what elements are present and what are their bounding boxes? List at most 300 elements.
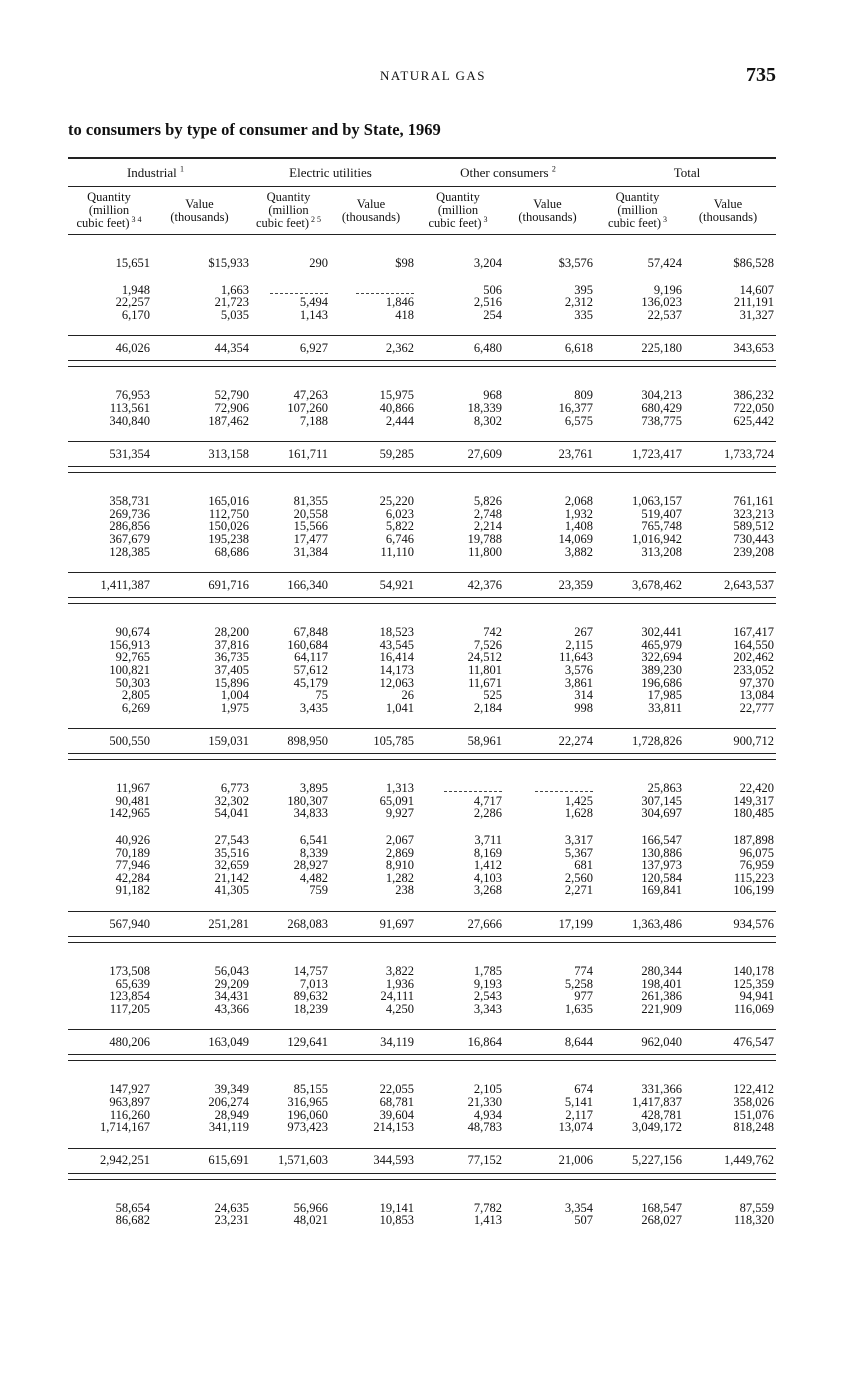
table-row [68,533,776,546]
table-cell: 22,055 [379,1082,414,1097]
table-cell: 16,414 [379,650,414,665]
table-cell: 92,765 [115,650,150,665]
table-cell: 15,651 [115,256,150,270]
table-cell: 56,043 [214,964,249,979]
table-cell: 21,142 [214,870,249,885]
table-cell: 59,285 [379,446,414,461]
table-cell: 130,886 [641,845,682,860]
table-cell: 22,777 [739,700,774,715]
table-cell: 418 [395,307,414,322]
table-cell: 1,063,157 [632,494,682,509]
table-cell: 128,385 [109,544,150,559]
group-total: Total [673,164,701,180]
table-cell [502,782,593,795]
table-cell: 4,482 [299,870,328,885]
table-row [68,689,776,702]
table-row [68,415,776,428]
table-cell: 2,643,537 [724,577,774,592]
table-cell: 37,816 [214,637,249,652]
table-cell: 2,543 [473,989,502,1004]
table-cell: 323,213 [733,506,774,521]
table-row [68,257,776,270]
table-cell: 23,761 [558,446,593,461]
table-cell: 21,330 [467,1095,502,1109]
table-cell: 1,417,837 [632,1095,682,1109]
gas-consumption-table [68,157,776,1227]
table-cell: 280,344 [641,964,682,979]
table-cell: 26 [401,688,414,703]
table-cell: 45,179 [293,675,328,690]
table-cell: 142,965 [109,806,150,821]
table-cell: 738,775 [641,413,682,428]
table-cell: 268,083 [287,916,328,931]
table-cell: 196,686 [641,675,682,690]
running-head: NATURAL GAS [380,68,486,83]
table-cell: 2,805 [121,688,150,703]
table-cell: 15,566 [293,519,328,534]
table-cell: 24,635 [214,1200,249,1215]
table-cell: 8,339 [299,845,328,860]
table-row [68,807,776,820]
table-cell: 1,932 [564,506,593,521]
table-cell: 57,424 [647,256,682,270]
table-cell: 81,355 [293,494,328,509]
table-cell: 14,757 [293,964,328,979]
table-cell: 389,230 [641,662,682,677]
table-cell: 48,783 [467,1120,502,1135]
table-cell: 344,593 [373,1153,414,1168]
table-cell: 1,728,826 [632,733,682,748]
table-cell: 75 [315,688,328,703]
table-cell: 67,848 [293,625,328,640]
table-cell: 4,250 [385,1001,414,1016]
table-title: to consumers by type of consumer and by State, 1969 [68,120,441,139]
table-cell: 167,417 [733,625,774,640]
table-row [68,1214,776,1227]
table-cell: 331,366 [641,1082,682,1097]
table-cell: 2,362 [385,340,414,355]
table-cell: 16,377 [558,400,593,415]
table-cell: 196,060 [287,1107,328,1122]
empty-value-dash [444,784,502,792]
table-cell: 680,429 [641,400,682,415]
table-cell: 7,782 [473,1200,502,1215]
table-cell: 358,026 [733,1095,774,1109]
table-cell: 68,781 [379,1095,414,1109]
table-cell: $86,528 [733,256,774,270]
table-cell: 268,027 [641,1213,682,1228]
table-row [68,309,776,322]
table-cell: 1,846 [385,295,414,310]
table-cell: 2,312 [564,295,593,310]
table-cell: 34,119 [380,1034,414,1049]
table-cell: 233,052 [733,662,774,677]
table-cell: 6,746 [385,531,414,546]
table-cell: 3,343 [473,1001,502,1016]
table-cell: 761,161 [733,494,774,509]
table-cell: $3,576 [558,256,593,270]
group-spacer [68,897,776,911]
table-cell: 2,115 [565,637,593,652]
table-cell: 335 [574,307,593,322]
table-row [68,782,776,795]
table-cell: 386,232 [733,388,774,403]
group-other-consumers: Other consumers $^2$ [460,164,556,180]
table-cell: 730,443 [733,531,774,546]
table-cell: 7,526 [473,637,502,652]
table-cell: 313,208 [641,544,682,559]
table-cell: 90,481 [115,793,150,808]
table-cell: 809 [574,388,593,403]
table-cell: 18,339 [467,400,502,415]
table-row [68,859,776,872]
table-cell: 40,866 [379,400,414,415]
table-cell: 87,559 [739,1200,774,1215]
table-cell: 11,643 [559,650,593,665]
table-cell: 42,376 [467,577,502,592]
section-double-rule [68,753,776,760]
table-cell: 7,013 [299,976,328,991]
table-cell: 1,571,603 [278,1153,328,1168]
table-cell: 2,560 [564,870,593,885]
column-header-row [68,187,776,234]
column-header: Value (thousands) [170,196,229,224]
table-cell: 173,508 [109,964,150,979]
table-cell: 42,284 [115,870,150,885]
table-cell: 164,550 [733,637,774,652]
table-cell: 480,206 [109,1034,150,1049]
table-cell: 116,260 [109,1107,150,1122]
table-cell: 27,609 [467,446,502,461]
table-cell: 4,103 [473,870,502,885]
table-cell: 5,035 [220,307,249,322]
table-cell: 163,049 [208,1034,249,1049]
table-cell: 161,711 [287,446,328,461]
table-cell: 24,111 [380,989,414,1004]
column-header: Quantity (million cubic feet) $^{3 4}$ [76,190,142,230]
table-cell: 5,367 [564,845,593,860]
table-cell: 90,674 [115,625,150,640]
table-cell: 29,209 [214,976,249,991]
table-cell: 28,200 [214,625,249,640]
table-cell: 2,748 [473,506,502,521]
table-cell: 25,220 [379,494,414,509]
table-cell: 221,909 [641,1001,682,1016]
table-cell: 89,632 [293,989,328,1004]
table-cell: 140,178 [733,964,774,979]
table-cell: 11,110 [380,544,414,559]
table-cell: 24,512 [467,650,502,665]
table-cell: 159,031 [208,733,249,748]
table-cell: 136,023 [641,295,682,310]
table-cell: 27,666 [467,916,502,931]
table-cell: 17,477 [293,531,328,546]
table-cell: 3,861 [564,675,593,690]
subtotal-row [68,912,776,936]
section-spacer [68,473,776,495]
table-cell: 5,258 [564,976,593,991]
table-cell: 6,269 [121,700,150,715]
table-cell: 57,612 [293,662,328,677]
table-cell: 58,654 [115,1200,150,1215]
table-cell: 239,208 [733,544,774,559]
table-cell: 149,317 [733,793,774,808]
table-cell: 2,516 [473,295,502,310]
table-cell: 118,320 [733,1213,774,1228]
table-cell: 316,965 [287,1095,328,1109]
table-cell: 85,155 [293,1082,328,1097]
table-cell: 1,041 [385,700,414,715]
table-cell: 1,411,387 [100,577,150,592]
table-cell: 5,822 [385,519,414,534]
empty-value-dash [356,286,414,294]
table-cell: 91,697 [379,916,414,931]
table-cell: 11,967 [116,781,150,796]
table-row [68,834,776,847]
table-cell: 112,750 [208,506,249,521]
table-cell: 1,723,417 [632,446,682,461]
table-cell: 44,354 [214,340,249,355]
table-cell: 22,257 [115,295,150,310]
group-spacer [68,1015,776,1029]
table-cell: 36,735 [214,650,249,665]
table-cell: 70,189 [115,845,150,860]
table-cell: 28,927 [293,858,328,873]
table-row [68,702,776,715]
table-cell: 367,679 [109,531,150,546]
table-cell: 187,462 [208,413,249,428]
table-cell: 18,239 [293,1001,328,1016]
table-cell: 11,800 [468,544,502,559]
table-cell: 11,671 [468,675,502,690]
table-cell: 187,898 [733,833,774,848]
group-spacer [68,714,776,728]
table-cell: 1,628 [564,806,593,821]
table-cell: 19,141 [379,1200,414,1215]
table-cell: 6,575 [564,413,593,428]
table-cell: 47,263 [293,388,328,403]
table-cell: 125,359 [733,976,774,991]
table-cell: 65,639 [115,976,150,991]
table-row [68,1003,776,1016]
table-row [68,626,776,639]
group-spacer [68,1134,776,1148]
table-cell: 519,407 [641,506,682,521]
table-cell: 691,716 [208,577,249,592]
table-cell: 1,948 [121,282,150,297]
table-cell: 2,214 [473,519,502,534]
table-cell: 567,940 [109,916,150,931]
table-cell: 261,386 [641,989,682,1004]
table-cell: 23,231 [214,1213,249,1228]
table-cell: 2,184 [473,700,502,715]
table-cell: 40,926 [115,833,150,848]
subtotal-row [68,336,776,360]
subtotal-row [68,442,776,466]
table-cell: 5,826 [473,494,502,509]
table-cell: 3,317 [564,833,593,848]
table-cell: 8,644 [564,1034,593,1049]
subtotal-row [68,1149,776,1173]
table-cell: 1,714,167 [100,1120,150,1135]
table-cell: 100,821 [109,662,150,677]
table-cell: 123,854 [109,989,150,1004]
table-cell: 39,604 [379,1107,414,1122]
table-cell: 962,040 [641,1034,682,1049]
table-cell: 23,359 [558,577,593,592]
table-row [68,495,776,508]
table-row [68,884,776,897]
table-cell: 1,004 [220,688,249,703]
table-cell: 3,895 [299,781,328,796]
table-cell: 1,425 [564,793,593,808]
table-cell: 113,561 [109,400,150,415]
table-cell: 2,444 [385,413,414,428]
group-industrial: Industrial $^1$ [126,164,185,180]
table-cell: 91,182 [115,883,150,898]
table-cell: 16,864 [467,1034,502,1049]
table-cell: 818,248 [733,1120,774,1135]
table-cell: 137,973 [641,858,682,873]
table-cell: 1,449,762 [724,1153,774,1168]
table-cell: 2,067 [385,833,414,848]
table-cell: 58,961 [467,733,502,748]
table-cell: 1,363,486 [632,916,682,931]
table-cell: 465,979 [641,637,682,652]
table-cell: 722,050 [733,400,774,415]
table-row [68,1096,776,1109]
section-double-rule [68,466,776,473]
table-cell: 476,547 [733,1034,774,1049]
table-cell: 116,069 [733,1001,774,1016]
table-cell: 3,711 [474,833,502,848]
table-cell: 238 [395,883,414,898]
table-cell: 52,790 [214,388,249,403]
table-cell: 211,191 [733,295,774,310]
section-spacer [68,235,776,257]
table-cell: 34,833 [293,806,328,821]
table-row [68,546,776,559]
group-electric-utilities: Electric utilities [289,164,372,180]
table-cell: 6,170 [121,307,150,322]
table-cell: 14,607 [739,282,774,297]
group-spacer [68,270,776,284]
table-cell: 9,193 [473,976,502,991]
table-cell: 77,946 [115,858,150,873]
table-cell: 180,307 [287,793,328,808]
table-cell: 32,302 [214,793,249,808]
table-cell: 4,934 [473,1107,502,1122]
table-cell: 195,238 [208,531,249,546]
table-cell: 64,117 [294,650,328,665]
table-cell: 674 [574,1082,593,1097]
table-cell: 9,196 [653,282,682,297]
table-cell: 3,354 [564,1200,593,1215]
table-cell: 39,349 [214,1082,249,1097]
table-cell: 105,785 [373,733,414,748]
table-cell: 14,069 [558,531,593,546]
table-cell: 27,543 [214,833,249,848]
table-cell: 14,173 [379,662,414,677]
column-header: Quantity (million cubic feet) $^3$ [607,190,668,230]
empty-value-dash [270,286,328,294]
page-number: 735 [746,64,776,86]
section-double-rule [68,936,776,943]
table-cell: 147,927 [109,1082,150,1097]
table-cell: 37,405 [214,662,249,677]
table-cell: 3,822 [385,964,414,979]
table-cell: 1,733,724 [724,446,774,461]
table-cell: 358,731 [109,494,150,509]
table-cell: 2,117 [565,1107,593,1122]
table-cell: 122,412 [733,1082,774,1097]
column-header: Quantity (million cubic feet) $^{2 5}$ [255,190,322,230]
table-cell: 106,199 [733,883,774,898]
table-cell: 307,145 [641,793,682,808]
table-cell: 3,882 [564,544,593,559]
table-cell: 31,327 [739,307,774,322]
table-cell: 214,153 [373,1120,414,1135]
table-body [68,235,776,1227]
table-cell: 8,302 [473,413,502,428]
table-cell: 77,152 [467,1153,502,1168]
table-cell: 3,678,462 [632,577,682,592]
table-cell: 15,896 [214,675,249,690]
table-cell: 15,975 [379,388,414,403]
table-cell: 1,413 [473,1213,502,1228]
table-cell: 506 [483,282,502,297]
table-cell: 507 [574,1213,593,1228]
table-cell: 31,384 [293,544,328,559]
table-cell: 2,869 [385,845,414,860]
table-cell: 117,205 [109,1001,150,1016]
table-cell: $98 [395,256,414,270]
table-cell: 43,366 [214,1001,249,1016]
table-cell [414,782,502,795]
section-double-rule [68,1173,776,1180]
table-cell: 72,906 [214,400,249,415]
table-cell: 1,143 [299,307,328,322]
table-cell: 1,785 [473,964,502,979]
table-cell: 19,788 [467,531,502,546]
section-spacer [68,1180,776,1202]
table-cell: 254 [483,307,502,322]
table-cell: 500,550 [109,733,150,748]
table-cell: 900,712 [733,733,774,748]
table-cell: 1,412 [473,858,502,873]
table-cell: 43,545 [379,637,414,652]
table-cell: 2,942,251 [100,1153,150,1168]
table-cell: 3,576 [564,662,593,677]
table-cell: 65,091 [379,793,414,808]
table-cell: 963,897 [109,1095,150,1109]
table-cell: 681 [574,858,593,873]
table-cell: 973,423 [287,1120,328,1135]
table-cell: 2,068 [564,494,593,509]
table-row [68,402,776,415]
table-cell: 304,697 [641,806,682,821]
table-row [68,990,776,1003]
table-cell: 5,227,156 [632,1153,682,1168]
table-cell: 107,260 [287,400,328,415]
table-cell: 322,694 [641,650,682,665]
table-cell: 76,953 [115,388,150,403]
table-cell: 202,462 [733,650,774,665]
table-cell: 313,158 [208,446,249,461]
table-cell: 18,523 [379,625,414,640]
table-cell: 615,691 [208,1153,249,1168]
table-cell: 742 [483,625,502,640]
